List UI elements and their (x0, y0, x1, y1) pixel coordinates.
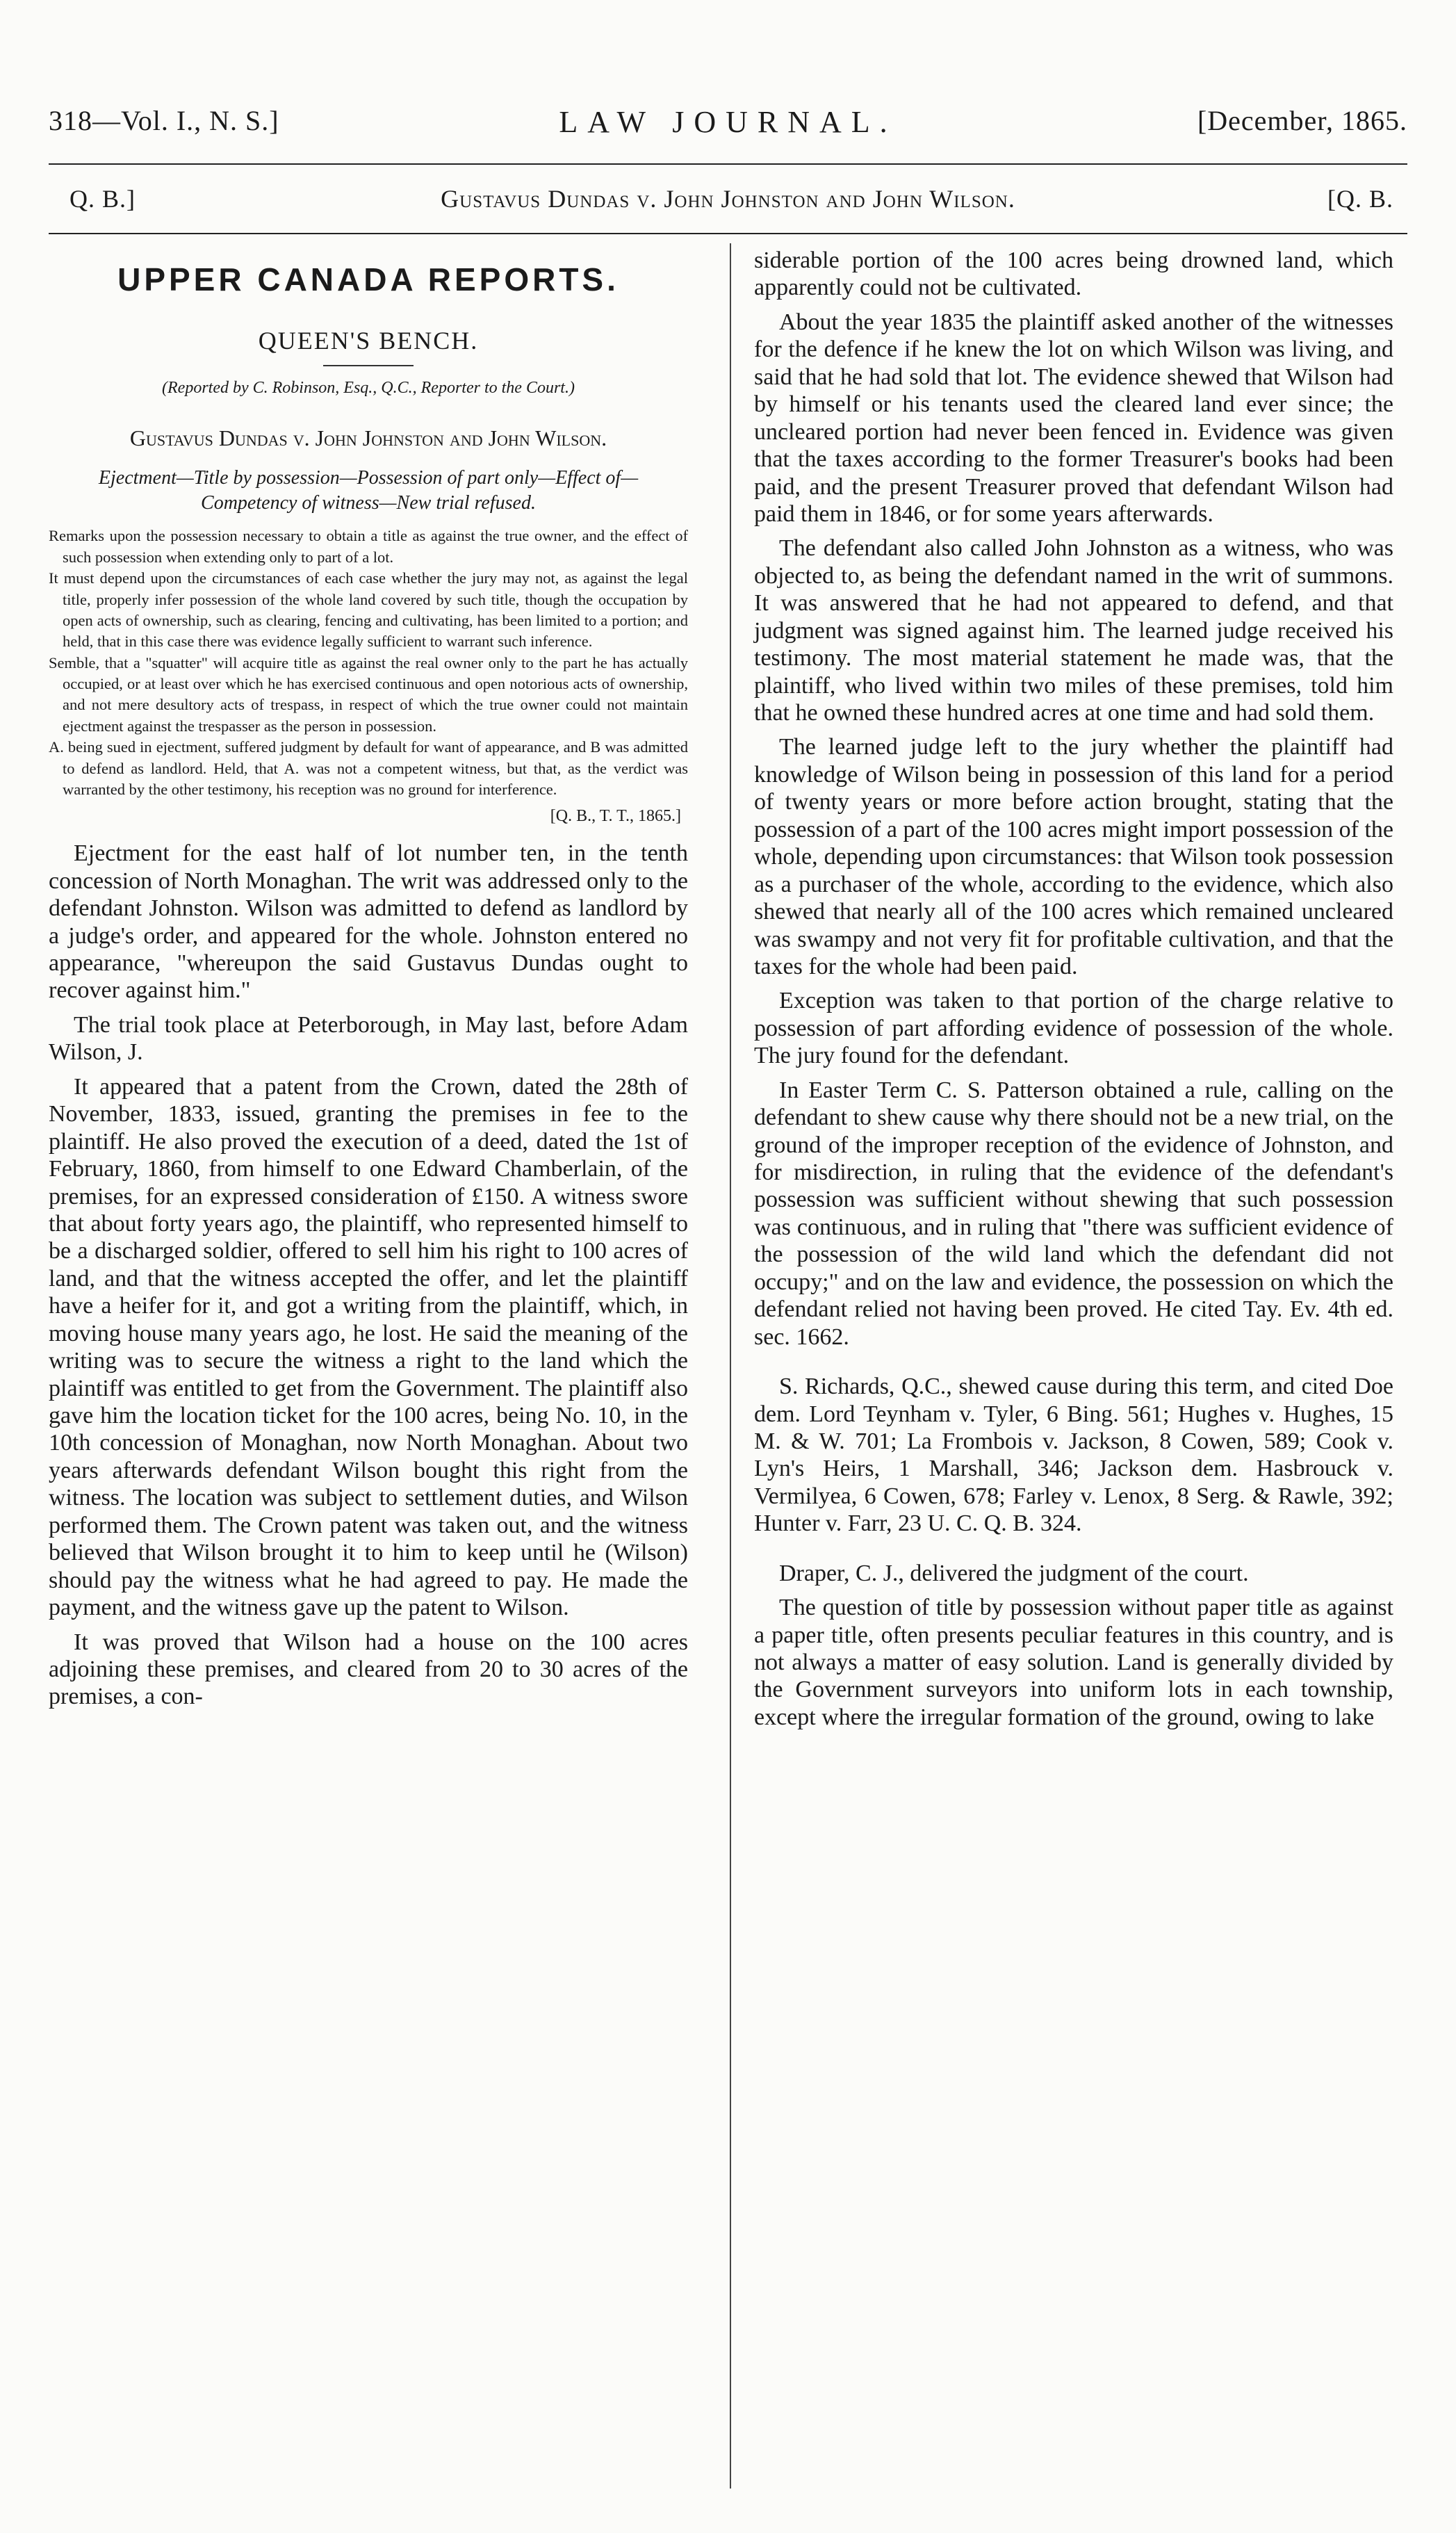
body-paragraph: The trial took place at Peterborough, in May last, before Adam Wilson, J. (49, 1011, 688, 1066)
court-abbrev-right: [Q. B. (1327, 185, 1393, 213)
body-paragraph: In Easter Term C. S. Patterson obtained a rule, calling on the defendant to shew cause why there should not be a new trial, on the ground of the improper reception of the evidence of Johnston, and for misdirection, in ruling that the evidence of the defendant's possession was sufficient without shewing that such possession was continuous, and in ruling that "there was sufficient evidence of the possession of the wild land which the defendant did not occupy;" and on the law and evidence, the possession on which the defendant relied not having been proved. He cited Tay. Ev. 4th ed. sec. 1662. (754, 1077, 1393, 1350)
court-name: QUEEN'S BENCH. (258, 327, 479, 355)
body-paragraph: The defendant also called John Johnston as a witness, who was objected to, as being the defendant named in the writ of summons. It was answered that he had not appeared to defend, and that judgment was signed against him. The learned judge received his testimony. The most material statement he made was, that the plaintiff, who lived within two miles of these premises, told him that he owned these hundred acres at one time and had sold them. (754, 535, 1393, 726)
case-head-title: Gustavus Dundas v. John Johnston and John Wilson. (441, 185, 1015, 213)
body-paragraph: Ejectment for the east half of lot number ten, in the tenth concession of North Monaghan. The writ was addressed only to the defendant Johnston. Wilson was admitted to defend as landlord by a judge's order, and appeared for the whole. Johnston entered no appearance, "whereupon the said Gustavus Dundas ought to recover against him." (49, 840, 688, 1004)
headnote: Remarks upon the possession necessary to obtain a title as against the true owner, and the effect of such possession when extending only to part of a lot. (49, 527, 688, 566)
headnote: It must depend upon the circumstances of each case whether the jury may not, as against the legal title, properly infer possession of the whole land covered by such title, though the occupation by open acts of ownership, such as clearing, fencing and cultivating, has been limited to a portion; and held, that in this case there was evidence legally sufficient to warrant such inference. (49, 569, 688, 651)
body-paragraph: About the year 1835 the plaintiff asked another of the witnesses for the defence if he knew the lot on which Wilson was living, and said that he had sold that lot. The evidence shewed that Wilson had by himself or his tenants used the cleared land ever since; the uncleared portion had never been fenced in. Evidence was given that the taxes according to the former Treasurer's books had been paid, and the present Treasurer proved that defendant Wilson had paid them in 1846, or for some years afterwards. (754, 309, 1393, 527)
body-paragraph: It appeared that a patent from the Crown, dated the 28th of November, 1833, issued, granting the premises in fee to the plaintiff. He also proved the execution of a deed, dated the 1st of February, 1860, from himself to one Edward Chamberlain, of the premises, for an expressed consideration of £150. A witness swore that about forty years ago, the plaintiff, who represented himself to be a discharged soldier, offered to sell him his right to 100 acres of land, and that the witness accepted the offer, and let the plaintiff have a heifer for it, and got a writing from the plaintiff, which, in moving house many years ago, he lost. He said the meaning of the writing was to secure the witness a right to the land which the plaintiff was entitled to get from the Government. The plaintiff also gave him the location ticket for the 100 acres, being No. 10, in the 10th concession of Monaghan, now North Monaghan. About two years afterwards defendant Wilson bought this right from the witness. The location was subject to settlement duties, and Wilson performed them. The Crown patent was taken out, and the witness believed that Wilson brought it to him to keep until he (Wilson) should pay the witness what he had agreed to pay. He made the payment, and the witness gave up the patent to Wilson. (49, 1073, 688, 1621)
case-title: Gustavus Dundas v. John Johnston and John Wilson. (129, 425, 607, 450)
court-abbrev-left: Q. B.] (69, 185, 136, 213)
catchline: Ejectment—Title by possession—Possession of part only—Effect of—Competency of witness—New trial refused. (98, 466, 639, 514)
reporter-line: (Reported by C. Robinson, Esq., Q.C., Reporter to the Court.) (162, 379, 575, 397)
case-head-rule (49, 233, 1407, 234)
case-head (49, 184, 1407, 233)
left-column (49, 247, 688, 1718)
volume-info: 318—Vol. I., N. S.] (49, 105, 279, 136)
headnote: A. being sued in ejectment, suffered judgment by default for want of appearance, and B was admitted to defend as landlord. Held, that A. was not a competent witness, but that, as the verdict was warranted by the other testimony, his reception was no ground for interference. (49, 738, 688, 798)
court-rule (323, 365, 414, 366)
section-title: UPPER CANADA REPORTS. (117, 261, 619, 298)
issue-date: [December, 1865. (1197, 105, 1407, 136)
term-citation: [Q. B., T. T., 1865.] (550, 807, 681, 826)
body-paragraph: siderable portion of the 100 acres being drowned land, which apparently could not be cultivated. (754, 247, 1393, 301)
body-paragraph: The question of title by possession without paper title as against a paper title, often presents peculiar features in this country, and is not always a matter of easy solution. Land is generally divided by the Government surveyors into uniform lots in each township, except where the irregular formation of the ground, owing to lake (754, 1595, 1393, 1730)
journal-title: LAW JOURNAL. (559, 105, 897, 139)
column-divider (730, 243, 731, 2489)
judgment-intro: Draper, C. J., delivered the judgment of the court. (779, 1560, 1249, 1586)
body-paragraph: S. Richards, Q.C., shewed cause during this term, and cited Doe dem. Lord Teynham v. Tyler, 6 Bing. 561; Hughes v. Hughes, 15 M. & W. 701; La Frombois v. Jackson, 8 Cowen, 589; Cook v. Lyn's Heirs, 1 Marshall, 346; Jackson dem. Hasbrouck v. Vermilyea, 6 Cowen, 678; Farley v. Lenox, 8 Serg. & Rawle, 392; Hunter v. Farr, 23 U. C. Q. B. 324. (754, 1374, 1393, 1537)
header-rule (49, 163, 1407, 165)
body-paragraph: Exception was taken to that portion of the charge relative to possession of part affording evidence of possession of the whole. The jury found for the defendant. (754, 988, 1393, 1069)
headnote: Semble, that a "squatter" will acquire title as against the real owner only to the part he has actually occupied, or at least over which he has exercised continuous and open notorious acts of ownership, and not mere desultory acts of trespass, in respect of which the true owner could not maintain ejectment against the trespasser as the person in possession. (49, 653, 688, 735)
body-paragraph: It was proved that Wilson had a house on the 100 acres adjoining these premises, and cleared from 20 to 30 acres of the premises, a con- (49, 1629, 688, 1710)
body-paragraph: The learned judge left to the jury whether the plaintiff had knowledge of Wilson being in possession of this land for a period of twenty years or more before action brought, stating that the possession of a part of the 100 acres might import possession of the whole, depending upon circumstances: that Wilson took possession as a purchaser of the whole, according to the evidence, which also shewed that nearly all of the 100 acres which remained uncleared was swampy and not very fit for profitable cultivation, and that the taxes for the whole had been paid. (754, 734, 1393, 979)
right-column (754, 247, 1393, 1738)
running-head (49, 104, 1407, 160)
